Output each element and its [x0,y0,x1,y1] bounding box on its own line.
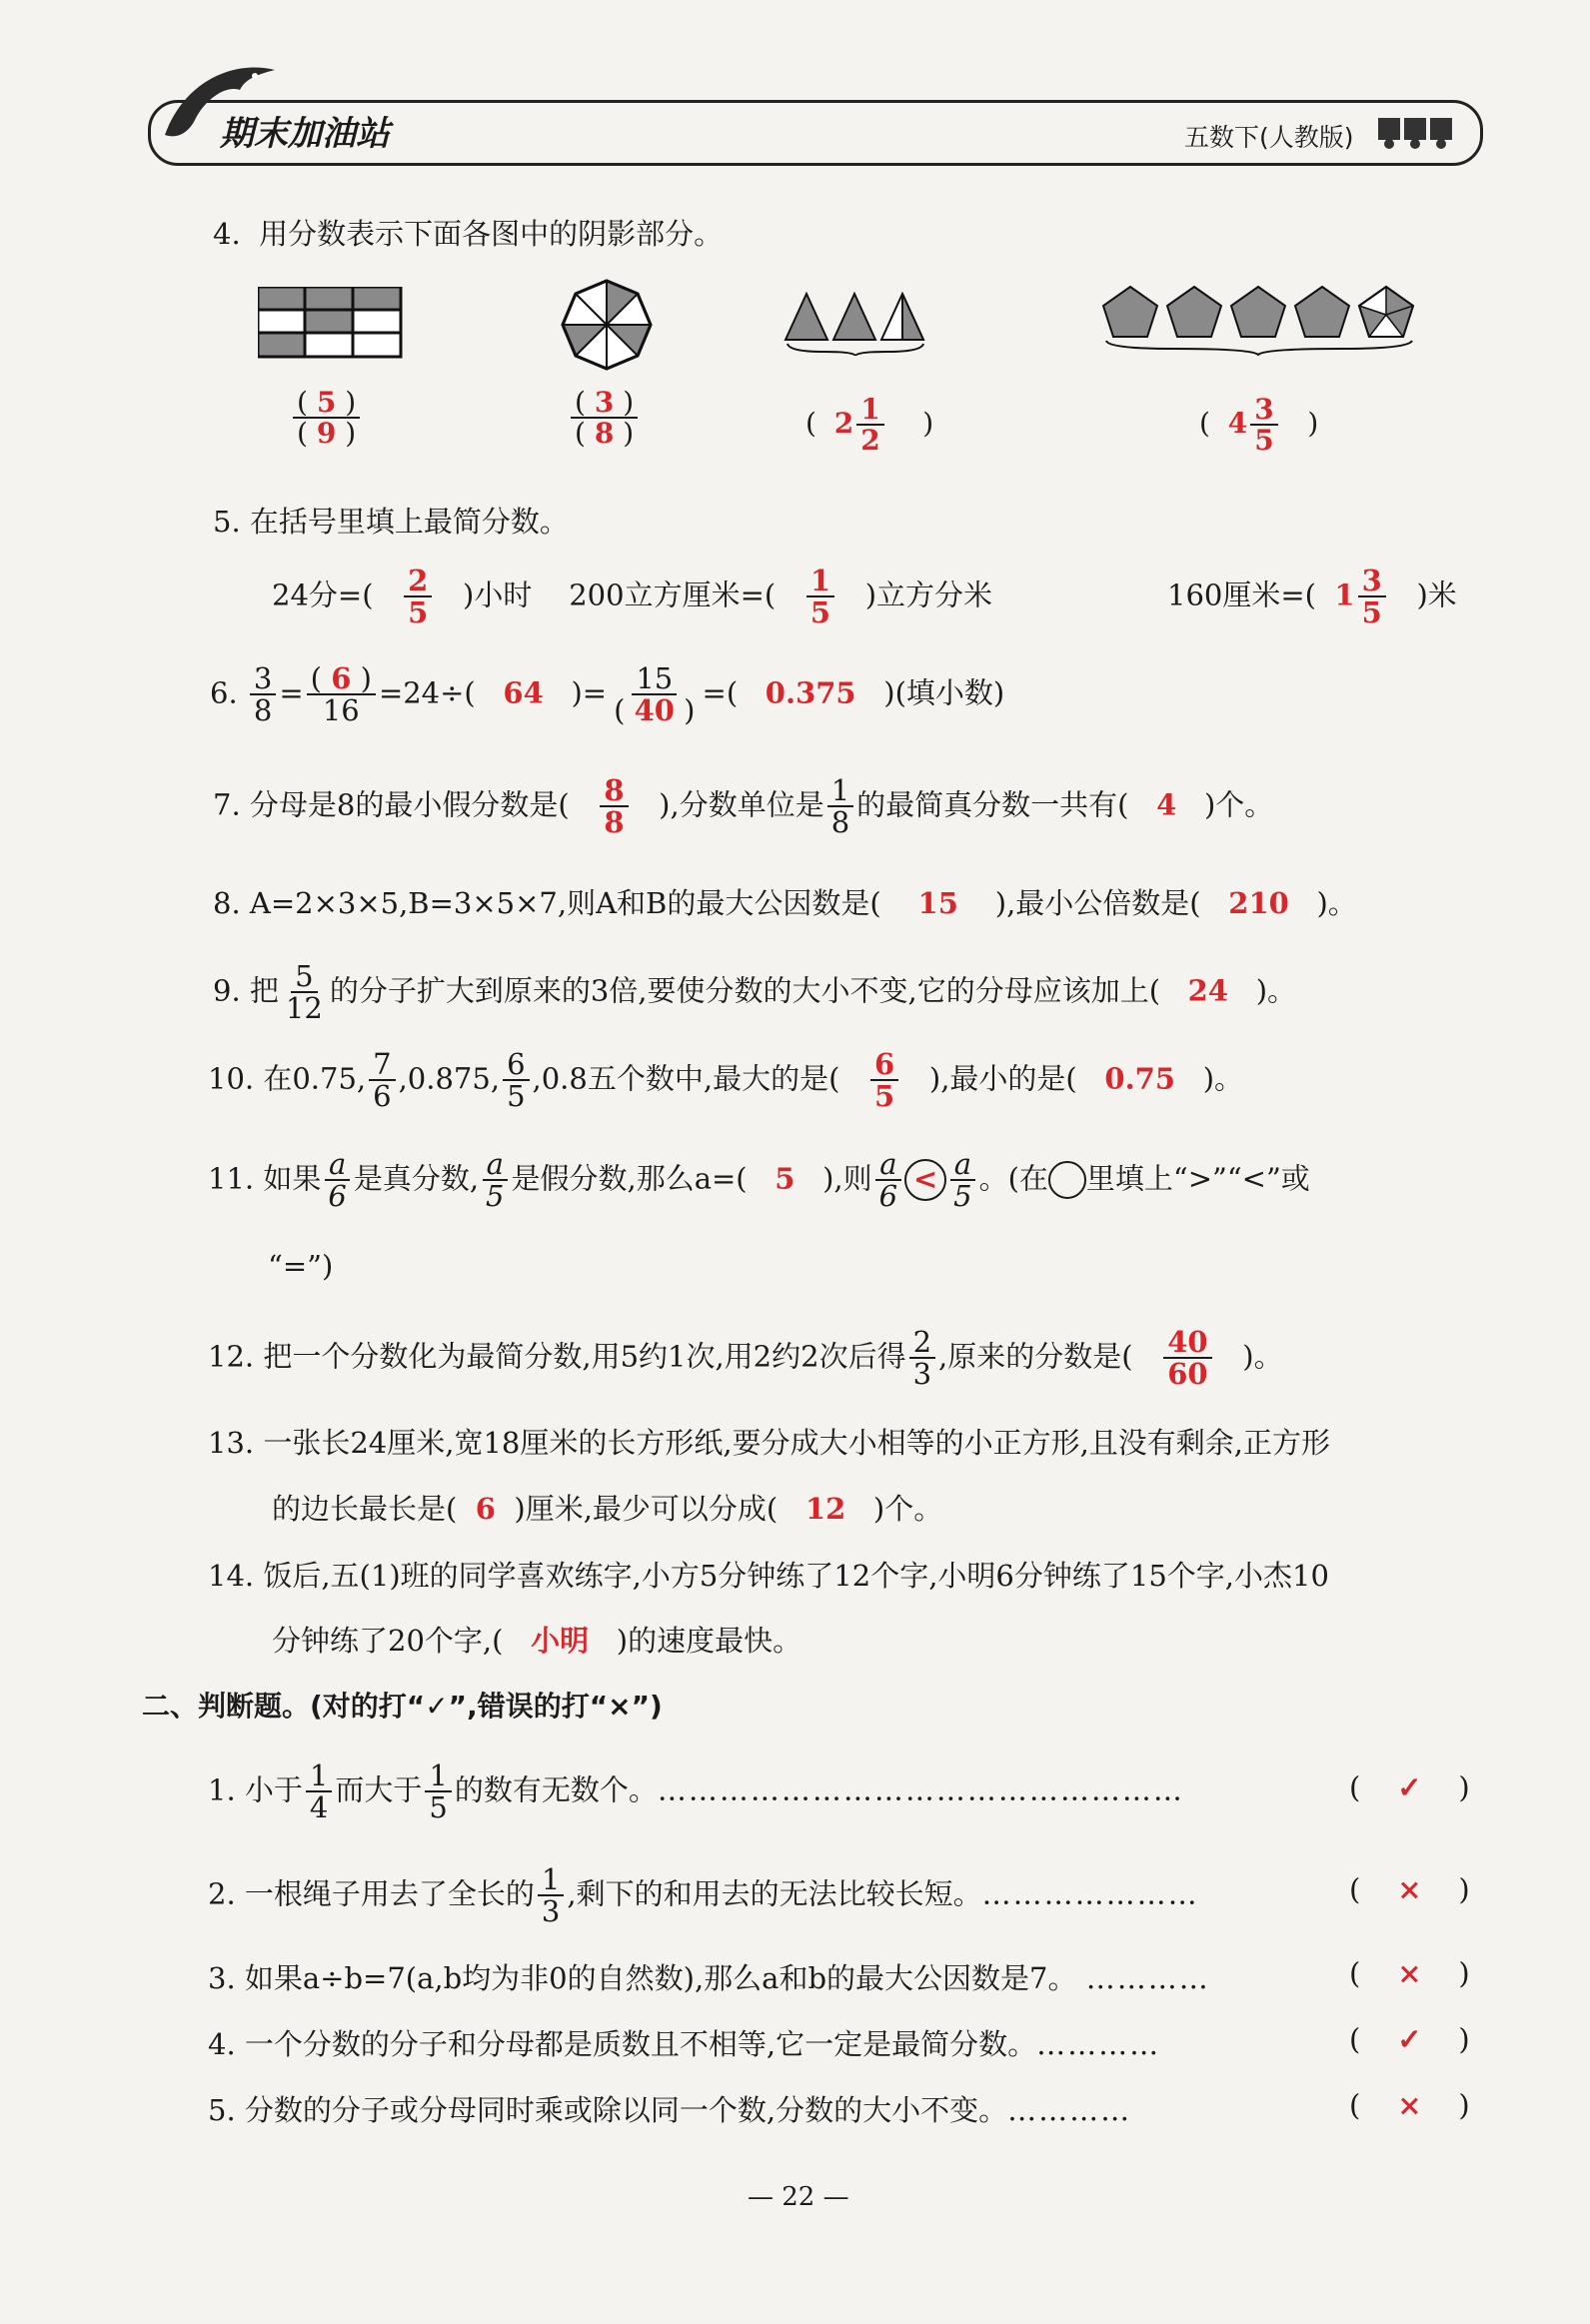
q13: 13. 一张长24厘米,宽18厘米的长方形纸,要分成大小相等的小正方形,且没有剩余,正方形 [208,1426,1331,1460]
shaded-octagon-figure [560,278,654,372]
q5-line-3: 160厘米=( 1 $\frac{3}{5}$ )米 [1167,564,1457,630]
judge-answer-4: ( ✓ ) [1349,2022,1470,2056]
judge-answer-3: ( × ) [1349,1956,1470,1990]
shaded-triangles-figure [784,290,963,356]
q6: 6. $\frac{3}{8}$ = $\frac{( 6 )}{16}$ =24÷( 64 )= $\frac{15}{( 40 )}$ =( 0.375 )(填小数) [210,661,1005,728]
q12: 12. 把一个分数化为最简分数,用5约1次,用2约2次后得 $\frac{2}{3}$ ,原来的分数是( $\frac{40}{60}$ )。 [208,1325,1283,1392]
empty-circle-icon [1048,1161,1086,1199]
q4-answer-3: ( 2 $\frac{1}{2}$ ) [805,393,934,458]
header-title: 期末加油站 [220,114,390,154]
compare-circle: < [904,1159,946,1201]
q14: 14. 饭后,五(1)班的同学喜欢练字,小方5分钟练了12个字,小明6分钟练了15个字,小杰10 [208,1559,1329,1593]
judge-answer-1: ( ✓ ) [1349,1770,1470,1804]
judge-answer-5: ( × ) [1349,2088,1470,2122]
judge-item-4: 4. 一个分数的分子和分母都是质数且不相等,它一定是最简分数。………… [208,2027,1161,2061]
shaded-pentagons-figure [1102,285,1442,357]
q7: 7. 分母是8的最小假分数是( $\frac{8}{8}$ ),分数单位是 $\frac{1}{8}$ 的最简真分数一共有( 4 )个。 [213,773,1274,840]
q5-line: 24分=( $\frac{2}{5}$ )小时 200立方厘米=( $\frac{1}{5}$ )立方分米 [272,564,993,630]
judge-item-3: 3. 如果a÷b=7(a,b均为非0的自然数),那么a和b的最大公因数是7。 ………… [208,1961,1210,1995]
judge-answer-2: ( × ) [1349,1872,1470,1906]
train-icon [1374,108,1464,152]
q4-answer-2: $\frac{( 3 )}{( 8 )}$ [568,388,641,449]
page-number: — 22 — [748,2182,849,2212]
q5: 5. 在括号里填上最简分数。 [213,505,569,539]
q10: 10. 在0.75, $\frac{7}{6}$ ,0.875, $\frac{6}{5}$ ,0.8五个数中,最大的是( $\frac{6}{5}$ ),最小的是( 0.75 )。 [208,1047,1244,1114]
q4-answer-1: $\frac{( 5 )}{( 9 )}$ [290,388,363,449]
judge-item-2: 2. 一根绳子用去了全长的 $\frac{1}{3}$ ,剩下的和用去的无法比较长短。………………… [208,1862,1199,1929]
section2-title: 二、判断题。(对的打“✓”,错误的打“×”) [142,1690,663,1723]
shaded-grid-figure [258,287,403,359]
q11-cont: “=”) [268,1249,334,1283]
q11: 11. 如果 $\frac{a}{6}$ 是真分数, $\frac{a}{5}$ 是假分数,那么a=( 5 ),则 $\frac{a}{6}$ < $\frac{a}{5}$ 。(在 里填上“>”“<”或 [208,1147,1310,1214]
q4-answer-4: ( 4 $\frac{3}{5}$ ) [1199,393,1319,458]
judge-item-1: 1. 小于 $\frac{1}{4}$ 而大于 $\frac{1}{5}$ 的数有无数个。…………………………………………… [208,1758,1184,1825]
q13-cont: 的边长最长是( 6 )厘米,最少可以分成( 12 )个。 [272,1492,943,1526]
q14-cont: 分钟练了20个字,( 小明 )的速度最快。 [272,1624,802,1658]
q9: 9. 把 $\frac{5}{12}$ 的分子扩大到原来的3倍,要使分数的大小不变,它的分母应该加上( 24 )。 [213,959,1297,1026]
header-subject: 五数下(人教版) [1184,123,1354,152]
q8: 8. A=2×3×5,B=3×5×7,则A和B的最大公因数是( 15 ),最小公倍数是( 210 )。 [213,886,1357,920]
judge-item-5: 5. 分数的分子或分母同时乘或除以同一个数,分数的大小不变。………… [208,2093,1132,2127]
q4: 4. 用分数表示下面各图中的阴影部分。 [213,217,724,251]
